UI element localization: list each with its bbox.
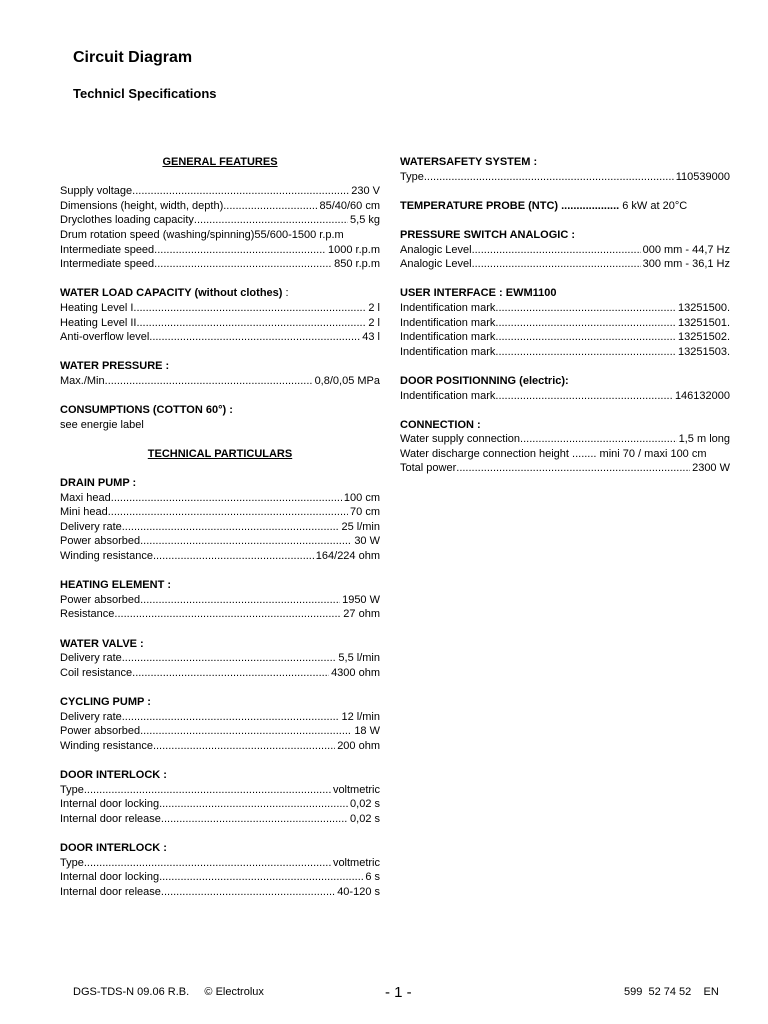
spec-value: 146132000	[674, 389, 730, 402]
spec-value: 000 mm - 44,7 Hz	[642, 243, 730, 256]
spec-value: 5,5 kg	[350, 214, 380, 227]
user-interface-section	[400, 286, 730, 359]
pressure-switch-section	[400, 228, 730, 272]
footer-part-number: 599 52 74 52 EN	[624, 986, 719, 998]
dot-leader	[159, 870, 363, 885]
water-load-heading	[60, 286, 380, 301]
spec-value: 13251501.	[678, 316, 730, 329]
spec-value: mini 70 / maxi 100 cm	[596, 447, 707, 460]
spec-value: 13251500.	[678, 301, 730, 314]
dot-leader	[456, 461, 690, 476]
dot-leader	[472, 243, 641, 258]
dot-leader	[140, 724, 352, 739]
spec-label: Internal door locking	[60, 798, 160, 811]
spec-value: 1000 r.p.m	[328, 243, 380, 256]
spec-row-identification-mark	[400, 389, 730, 404]
spec-value: 1950 W	[342, 593, 380, 606]
spec-row-door-release	[60, 812, 380, 827]
spec-row-type	[400, 170, 730, 185]
spec-value: 2 l	[368, 301, 380, 314]
water-safety-section	[400, 155, 730, 184]
spec-row-delivery-rate	[60, 520, 380, 535]
spec-label: Supply voltage	[60, 185, 133, 198]
spec-row-intermediate-speed-2	[60, 257, 380, 272]
connection-heading: CONNECTION :	[400, 418, 481, 431]
spec-value: 2 l	[368, 316, 380, 329]
spec-label: Winding resistance	[60, 550, 153, 563]
water-safety-heading: WATERSAFETY SYSTEM :	[400, 156, 538, 168]
dot-leader	[495, 301, 676, 316]
spec-row-door-locking	[60, 870, 380, 885]
water-valve-heading: WATER VALVE :	[60, 637, 144, 650]
dot-leader	[424, 170, 674, 185]
dot-leader	[149, 330, 360, 345]
spec-row-winding-resistance	[60, 549, 380, 564]
spec-label: Dimensions (height, width, depth)	[60, 199, 224, 212]
spec-row-identification-mark	[400, 330, 730, 345]
temperature-probe-heading: TEMPERATURE PROBE (NTC) ...................	[400, 199, 620, 212]
spec-label: Delivery rate	[60, 710, 122, 723]
spec-row-anti-overflow	[60, 330, 380, 345]
spec-value: 4300 ohm	[331, 666, 380, 679]
spec-value: 100 cm	[343, 491, 380, 504]
dot-leader	[136, 316, 366, 331]
spec-row-type	[60, 783, 380, 798]
spec-value: 164/224 ohm	[315, 550, 380, 563]
footer-page-number: - 1 -	[385, 984, 412, 1001]
dot-leader	[495, 330, 676, 345]
spec-label: Water discharge connection height ........	[400, 447, 597, 460]
spec-row-max-min-pressure	[60, 374, 380, 389]
dot-leader	[108, 505, 348, 520]
spec-label: Heating Level II	[60, 316, 137, 329]
dot-leader	[140, 593, 340, 608]
dot-leader	[495, 316, 676, 331]
spec-row-power-absorbed	[60, 534, 380, 549]
drain-pump-heading: DRAIN PUMP :	[60, 477, 137, 490]
heating-element-section	[60, 578, 380, 622]
spec-row-type	[60, 856, 380, 871]
spec-row-intermediate-speed-1	[60, 243, 380, 258]
cycling-pump-section	[60, 695, 380, 753]
dot-leader	[194, 213, 348, 228]
dot-leader	[153, 739, 335, 754]
spec-row-maxi-head	[60, 491, 380, 506]
spec-row-analogic-level-2	[400, 257, 730, 272]
dot-leader	[122, 520, 340, 535]
temperature-probe-row	[400, 199, 730, 214]
spec-label: Internal door release	[60, 812, 161, 825]
spec-value: 300 mm - 36,1 Hz	[642, 258, 730, 271]
spec-value: 2300 W	[692, 462, 730, 475]
pressure-switch-heading: PRESSURE SWITCH ANALOGIC :	[400, 228, 575, 241]
spec-value: 230 V	[351, 185, 380, 198]
footer-document-code: DGS-TDS-N 09.06 R.B. © Electrolux	[73, 986, 264, 998]
spec-row-power-absorbed	[60, 593, 380, 608]
water-pressure-heading: WATER PRESSURE :	[60, 360, 170, 373]
spec-label: Maxi head	[60, 491, 111, 504]
spec-value: voltmetric	[332, 856, 380, 869]
spec-value: 13251502.	[678, 331, 730, 344]
dot-leader	[122, 651, 337, 666]
general-features-heading: GENERAL FEATURES	[162, 156, 278, 168]
spec-value: 850 r.p.m	[334, 258, 380, 271]
spec-label: Power absorbed	[60, 725, 141, 738]
spec-label: Resistance	[60, 608, 115, 621]
spec-row-supply-voltage	[60, 184, 380, 199]
spec-label: Heating Level I	[60, 301, 134, 314]
dot-leader	[472, 257, 641, 272]
water-load-heading-suffix: :	[282, 287, 289, 300]
spec-label: Indentification mark	[400, 301, 496, 314]
spec-label: Water supply connection	[400, 433, 521, 446]
heating-element-heading: HEATING ELEMENT :	[60, 579, 172, 592]
spec-label: Indentification mark	[400, 389, 496, 402]
consumptions-text: see energie label	[60, 418, 144, 431]
spec-label: Analogic Level	[400, 258, 472, 271]
consumptions-section	[60, 403, 380, 432]
water-pressure-section	[60, 359, 380, 388]
page-title: Circuit Diagram	[73, 49, 193, 66]
door-interlock-heading: DOOR INTERLOCK :	[60, 841, 167, 854]
spec-label: Total power	[400, 462, 457, 475]
temperature-probe-value: 6 kW at 20°C	[619, 199, 688, 212]
spec-value: 0,02 s	[350, 812, 380, 825]
dot-leader	[161, 885, 335, 900]
spec-value: 200 ohm	[337, 739, 380, 752]
water-load-heading-text: WATER LOAD CAPACITY (without clothes)	[60, 287, 283, 300]
spec-row-drum-speed: Drum rotation speed (washing/spinning)55/600-1500 r.p.m	[60, 228, 344, 241]
technical-particulars-heading: TECHNICAL PARTICULARS	[147, 447, 293, 460]
dot-leader	[133, 301, 366, 316]
spec-value: 6 s	[365, 871, 380, 884]
spec-label: Internal door release	[60, 885, 161, 898]
spec-label: Power absorbed	[60, 535, 141, 548]
spec-value: 5,5 l/min	[338, 652, 380, 665]
general-features-section	[60, 155, 380, 272]
spec-label: Indentification mark	[400, 345, 496, 358]
dot-leader	[132, 666, 329, 681]
left-column	[60, 155, 380, 914]
spec-value: 25 l/min	[341, 520, 380, 533]
spec-label: Dryclothes loading capacity	[60, 214, 194, 227]
spec-label: Max./Min.	[60, 374, 108, 387]
spec-label: Type	[60, 783, 84, 796]
spec-label: Delivery rate	[60, 652, 122, 665]
dot-leader	[114, 607, 341, 622]
dot-leader	[140, 534, 352, 549]
door-interlock-heading: DOOR INTERLOCK :	[60, 768, 167, 781]
connection-section	[400, 418, 730, 476]
spec-label: Type	[400, 170, 424, 183]
spec-row-power-absorbed	[60, 724, 380, 739]
dot-leader	[132, 184, 349, 199]
spec-row-delivery-rate	[60, 651, 380, 666]
dot-leader	[159, 797, 348, 812]
spec-row-identification-mark	[400, 345, 730, 360]
spec-row-winding-resistance	[60, 739, 380, 754]
spec-value: 0,02 s	[350, 798, 380, 811]
spec-label: Delivery rate	[60, 520, 122, 533]
dot-leader	[161, 812, 348, 827]
user-interface-heading: USER INTERFACE : EWM1100	[400, 287, 557, 300]
spec-row-door-locking	[60, 797, 380, 812]
cycling-pump-heading: CYCLING PUMP :	[60, 695, 151, 708]
spec-label: Mini head	[60, 506, 108, 519]
dot-leader	[108, 374, 313, 389]
water-valve-section	[60, 637, 380, 681]
right-column	[400, 155, 730, 491]
dot-leader	[520, 432, 677, 447]
spec-value: 85/40/60 cm	[319, 199, 380, 212]
spec-value: 13251503.	[678, 345, 730, 358]
spec-value: 0,8/0,05 MPa	[314, 374, 380, 387]
water-load-section	[60, 286, 380, 344]
spec-label: Intermediate speed	[60, 243, 155, 256]
spec-value: 43 l	[362, 331, 380, 344]
spec-value: voltmetric	[332, 783, 380, 796]
spec-value: 12 l/min	[341, 710, 380, 723]
spec-value: 27 ohm	[343, 608, 380, 621]
spec-label: Intermediate speed	[60, 258, 155, 271]
spec-label: Winding resistance	[60, 739, 153, 752]
spec-label: Indentification mark	[400, 331, 496, 344]
spec-label: Coil resistance	[60, 666, 133, 679]
spec-value: 40-120 s	[337, 885, 380, 898]
spec-value: 1,5 m long	[678, 433, 730, 446]
drain-pump-section	[60, 476, 380, 564]
spec-row-identification-mark	[400, 301, 730, 316]
spec-row-total-power	[400, 461, 730, 476]
spec-row-analogic-level-1	[400, 243, 730, 258]
door-positioning-section	[400, 374, 730, 403]
spec-row-door-release	[60, 885, 380, 900]
spec-row-delivery-rate	[60, 710, 380, 725]
dot-leader	[154, 257, 332, 272]
spec-value: 18 W	[354, 725, 380, 738]
dot-leader	[495, 389, 673, 404]
spec-row-water-supply	[400, 432, 730, 447]
spec-label: Type	[60, 856, 84, 869]
spec-row-identification-mark	[400, 316, 730, 331]
spec-row-loading-capacity	[60, 213, 380, 228]
spec-row-heating-level-2	[60, 316, 380, 331]
door-positioning-heading: DOOR POSITIONNING (electric):	[400, 374, 569, 387]
spec-row-dimensions	[60, 199, 380, 214]
spec-row-water-discharge	[400, 447, 730, 462]
dot-leader	[495, 345, 676, 360]
spec-row-coil-resistance	[60, 666, 380, 681]
spec-value: 70 cm	[350, 506, 380, 519]
spec-row-heating-level-1	[60, 301, 380, 316]
dot-leader	[84, 783, 331, 798]
dot-leader	[153, 549, 314, 564]
dot-leader	[84, 856, 331, 871]
dot-leader	[111, 491, 342, 506]
spec-row-mini-head	[60, 505, 380, 520]
dot-leader	[122, 710, 340, 725]
spec-label: Analogic Level	[400, 243, 472, 256]
dot-leader	[223, 199, 317, 214]
dot-leader	[154, 243, 326, 258]
technical-particulars-section	[60, 447, 380, 462]
page-subtitle: Technicl Specifications	[73, 86, 217, 101]
spec-row-resistance	[60, 607, 380, 622]
temperature-probe-section	[400, 199, 730, 214]
spec-label: Anti-overflow level	[60, 331, 150, 344]
spec-label: Indentification mark	[400, 316, 496, 329]
door-interlock-section-2	[60, 841, 380, 899]
spec-value: 110539000	[675, 170, 730, 183]
consumptions-heading: CONSUMPTIONS (COTTON 60°) :	[60, 404, 233, 417]
door-interlock-section-1	[60, 768, 380, 826]
spec-label: Power absorbed	[60, 593, 141, 606]
spec-label: Internal door locking	[60, 871, 160, 884]
spec-value: 30 W	[354, 535, 380, 548]
